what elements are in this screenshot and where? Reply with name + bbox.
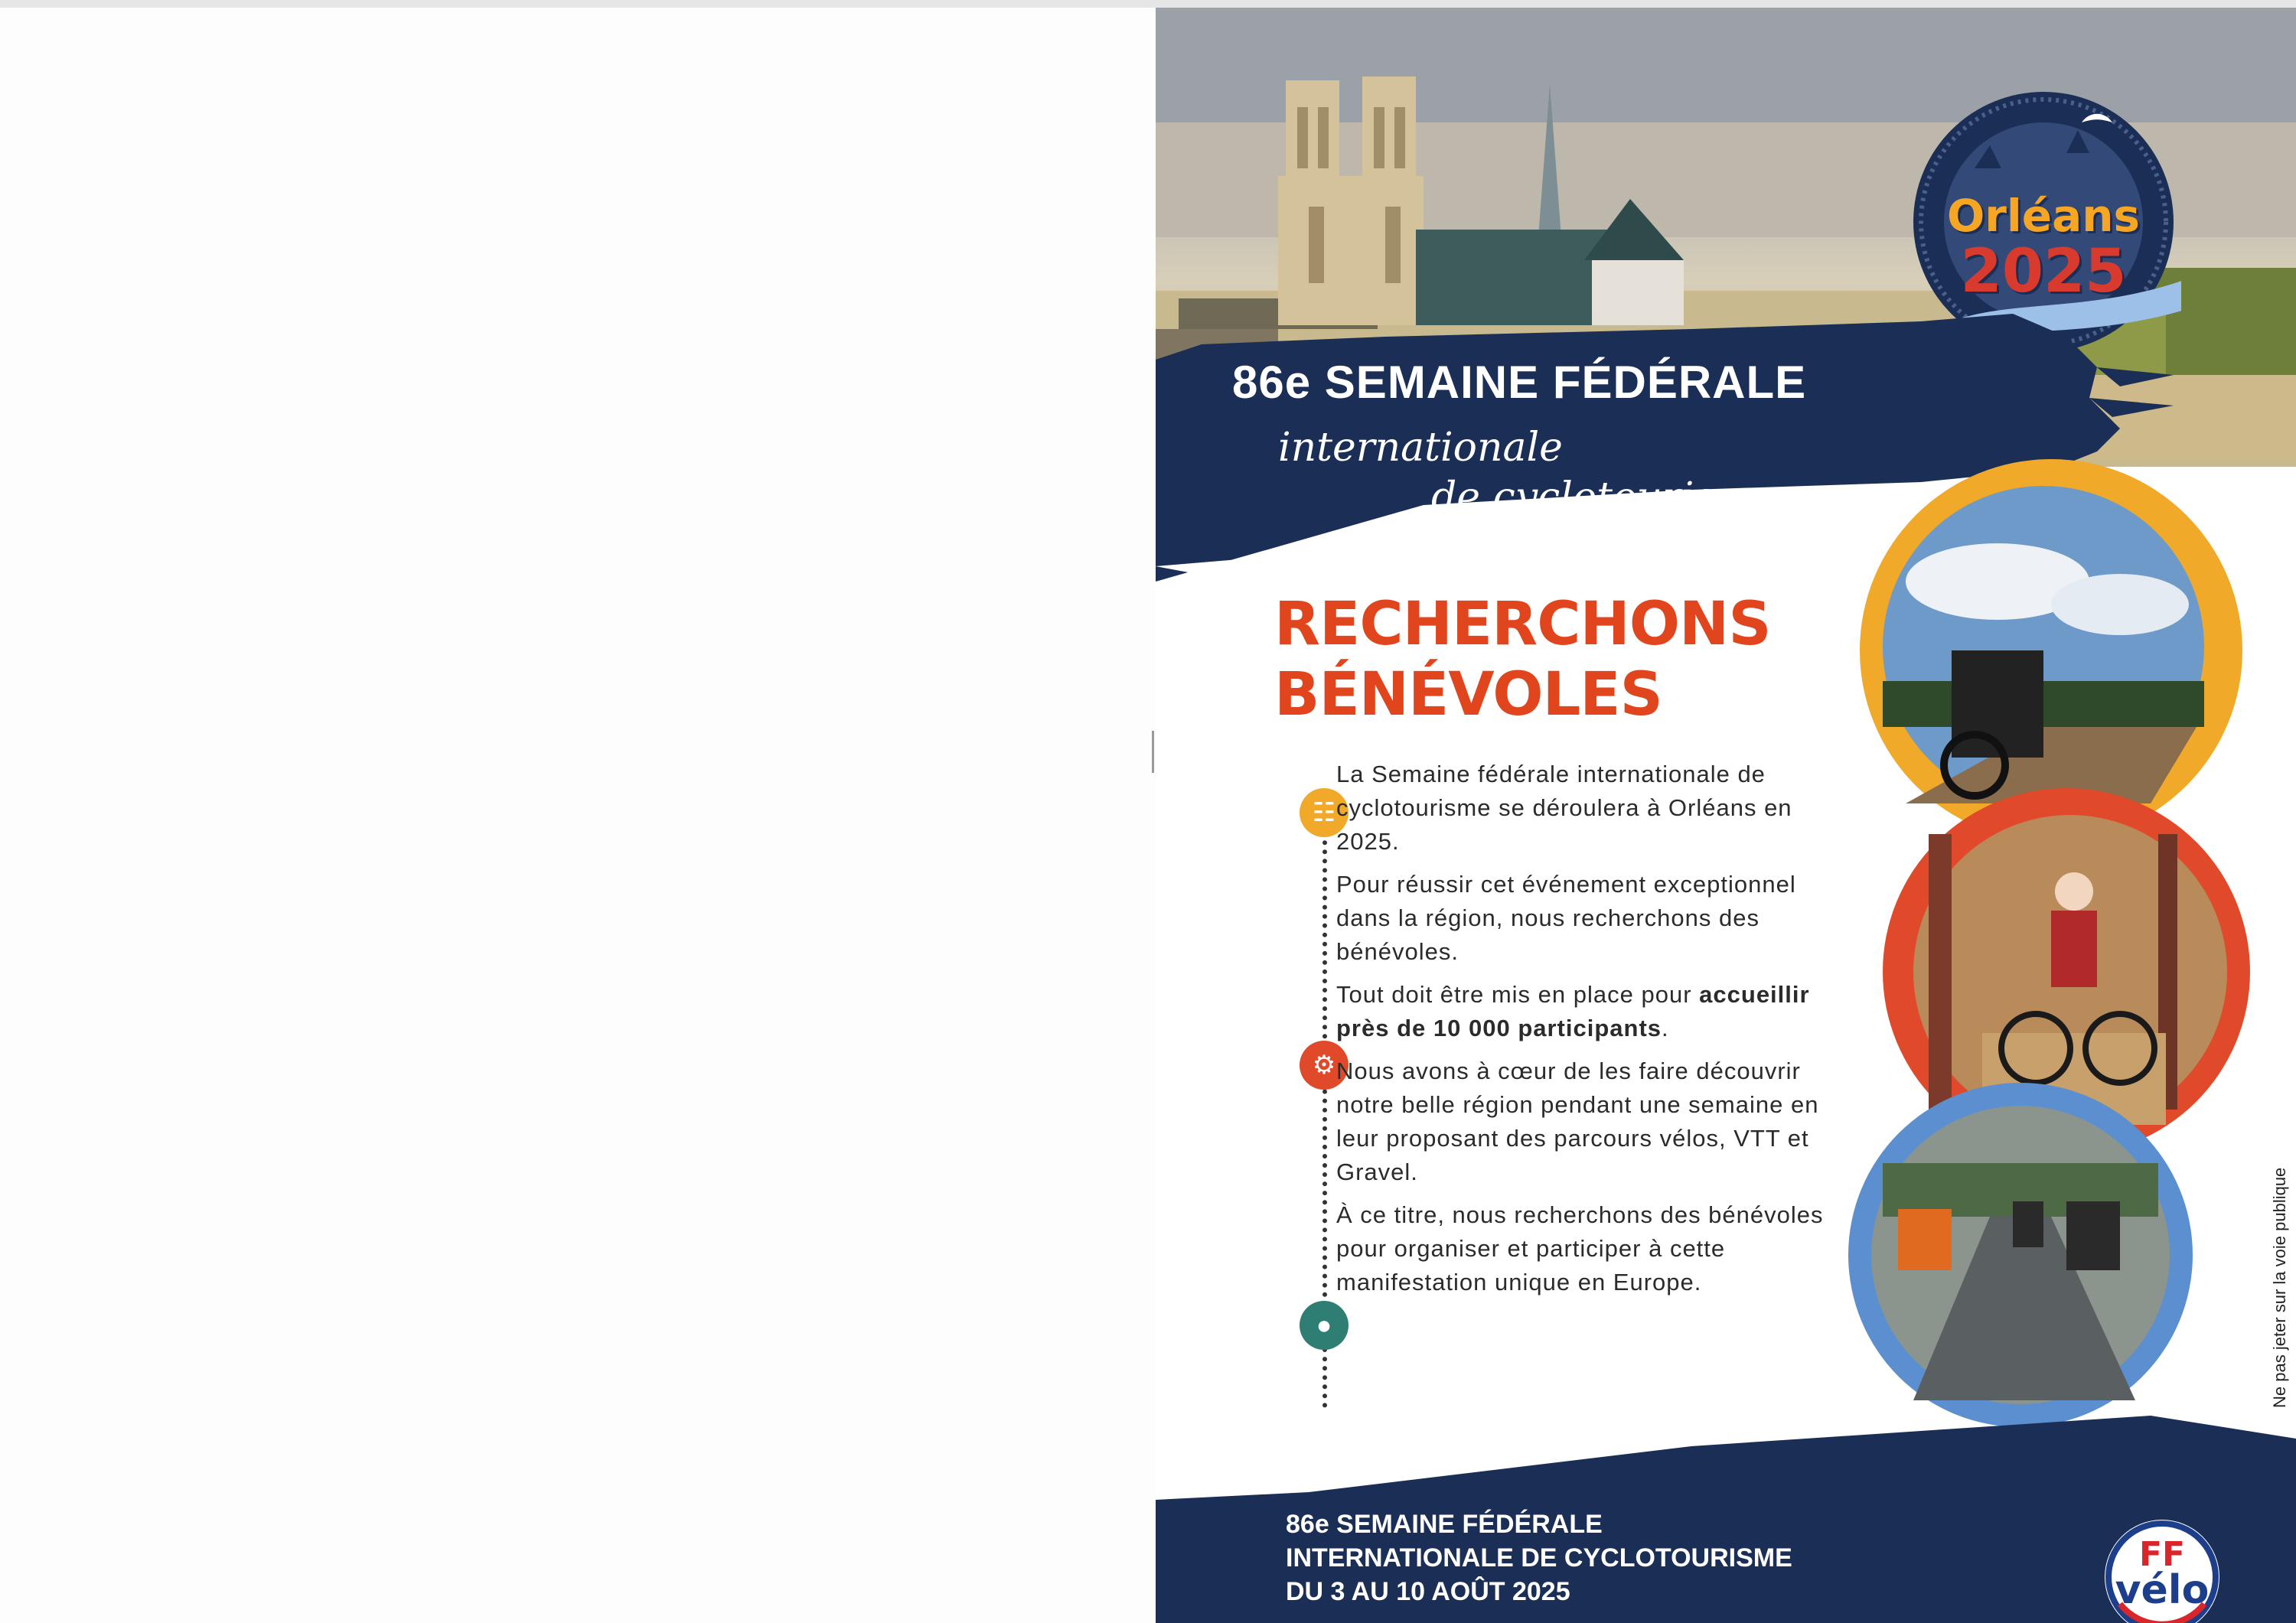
scan-top-edge <box>0 0 2296 8</box>
paragraph-5: À ce titre, nous recherchons des bénévoles pour organiser et participer à cette manifestation unique en Europe. <box>1336 1201 1824 1295</box>
photo-bike-boardwalk <box>1860 459 2242 842</box>
ffvelo-ff: FF <box>2138 1535 2186 1574</box>
headline <box>1274 589 1771 730</box>
paragraph-3 <box>1336 978 1826 1045</box>
bicycle-icon: ⚙ <box>1300 1041 1349 1090</box>
paragraph-2: Pour réussir cet événement exceptionnel dans la région, nous recherchons des bénévoles. <box>1336 871 1796 965</box>
footer-line-1: 86e SEMAINE FÉDÉRALE <box>1286 1510 1603 1539</box>
scan-mark <box>1152 731 1154 773</box>
ffvelo-logo <box>2105 1520 2219 1623</box>
paragraph-1: La Semaine fédérale internationale de cyclotourisme se déroulera à Orléans en 2025. <box>1336 761 1792 855</box>
logo-year: 2025 <box>1960 237 2127 306</box>
footer-text <box>1286 1507 1792 1608</box>
photo-road-cyclists <box>1848 1083 2193 1427</box>
cyclist-icon: ● <box>1300 1301 1349 1350</box>
map-icon: ☷ <box>1300 788 1349 837</box>
paragraph-3-start: Tout doit être mis en place pour <box>1336 981 1692 1008</box>
banner-script-line-2: de cyclotourisme <box>1431 474 1776 520</box>
body-text <box>1336 758 1826 1309</box>
volunteer-flyer <box>1156 8 2296 1623</box>
footer-line-2: INTERNATIONALE DE CYCLOTOURISME <box>1286 1543 1792 1572</box>
banner-script-line-1: internationale <box>1278 425 1563 471</box>
ffvelo-velo: vélo <box>2115 1567 2210 1613</box>
headline-line-2: BÉNÉVOLES <box>1274 660 1662 729</box>
photo-circles <box>1814 451 2296 1431</box>
participants-highlight: accueillir près de 10 000 participants <box>1336 981 1810 1041</box>
footer-line-3: DU 3 AU 10 AOÛT 2025 <box>1286 1577 1570 1606</box>
paragraph-4: Nous avons à cœur de les faire découvrir notre belle région pendant une semaine en leur proposant des parcours vélos, VTT et Gravel. <box>1336 1058 1819 1185</box>
side-note: Ne pas jeter sur la voie publique <box>2270 1167 2289 1408</box>
headline-line-1: RECHERCHONS <box>1274 590 1771 659</box>
banner-title: 86e SEMAINE FÉDÉRALE <box>1232 357 1807 408</box>
paragraph-3-end: . <box>1662 1015 1669 1041</box>
logo-city: Orléans <box>1946 190 2141 242</box>
